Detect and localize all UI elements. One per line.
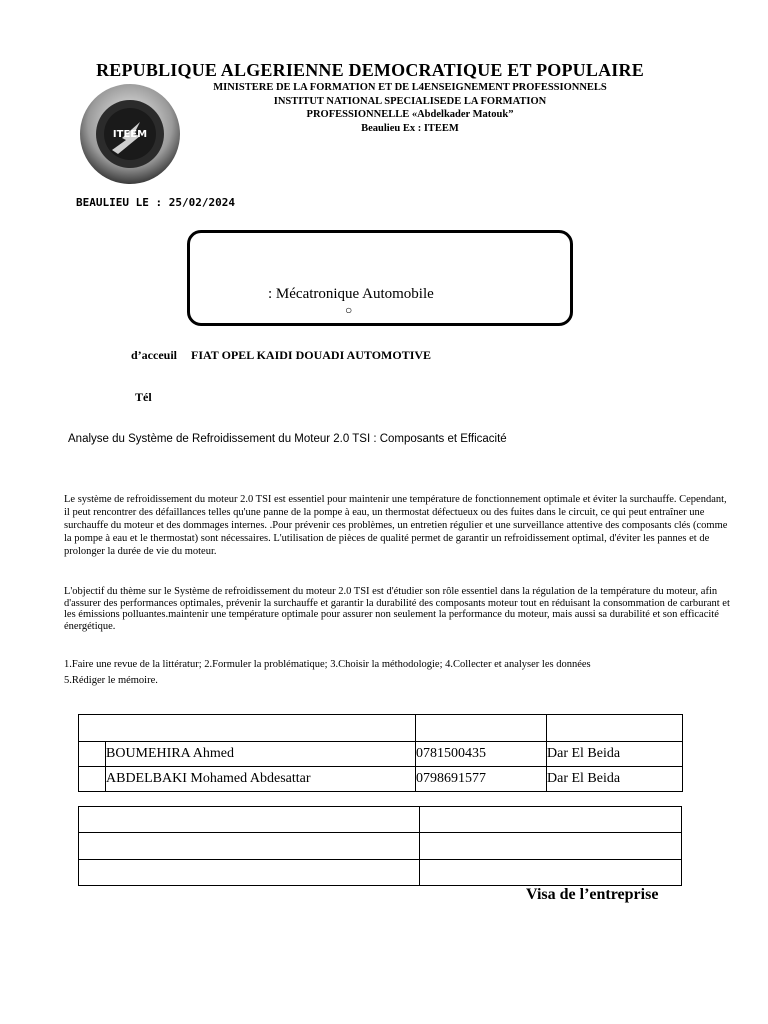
- company-visa-label: Visa de l’entreprise: [526, 886, 659, 903]
- table-row: [79, 767, 683, 792]
- table-cell: [416, 715, 547, 742]
- institute-line: INSTITUT NATIONAL SPECIALISEDE LA FORMATION: [273, 96, 547, 107]
- student-name: BOUMEHIRA Ahmed: [106, 742, 416, 767]
- table-row: [79, 807, 682, 833]
- theme-title: Analyse du Système de Refroidissement du Moteur 2.0 TSI : Composants et Efficacité: [68, 433, 507, 445]
- table-cell: [79, 860, 420, 886]
- student-phone: 0798691577: [416, 767, 547, 792]
- table-header-row: [79, 715, 683, 742]
- location-line: Beaulieu Ex : ITEEM: [361, 123, 459, 134]
- objective-paragraph: L'objectif du thème sur le Système de refroidissement du moteur 2.0 TSI est d'étudier son rôle essentiel dans la régulation de la température du moteur, afin d'assurer des performances optimales, prévenir la surchauffe et garantir la durabilité des composants moteur tout en réduisant la consommation de carburant et les émissions polluantes.maintenir une température optimale pour assurer non seulement la performance du moteur, mais aussi sa durabilité et son efficacité énergétique.: [64, 586, 730, 632]
- steps-line-2: 5.Rédiger le mémoire.: [64, 675, 158, 686]
- table-cell: [79, 833, 420, 860]
- specialty-box: [187, 230, 573, 326]
- student-phone: 0781500435: [416, 742, 547, 767]
- host-label: d’acceuil: [131, 348, 177, 362]
- table-cell: [420, 807, 682, 833]
- table-cell: [79, 715, 416, 742]
- table-cell: [420, 833, 682, 860]
- table-row: [79, 860, 682, 886]
- table-cell: [79, 742, 106, 767]
- table-cell: [79, 807, 420, 833]
- table-cell: [79, 767, 106, 792]
- specialty-text: : Mécatronique Automobile: [268, 286, 434, 302]
- students-table: [78, 714, 683, 792]
- student-city: Dar El Beida: [547, 767, 683, 792]
- problem-paragraph: Le système de refroidissement du moteur 2.0 TSI est essentiel pour maintenir une température de fonctionnement optimale et éviter la surchauffe. Cependant, il peut rencontrer des défaillances telles qu'une panne de la pompe à eau, un thermostat défectueux ou des fuites dans le circuit, ce qui peut entraîner une surchauffe du moteur et des dommages internes. .Pour prévenir ces problèmes, un entretien régulier et une surveillance attentive des composants clés (comme la pompe à eau et le thermostat) sont nécessaires. L'utilisation de pièces de qualité permet de garantir un refroidissement optimal, d'éviter les pannes et de prolonger la durée de vie du moteur.: [64, 494, 728, 557]
- student-city: Dar El Beida: [547, 742, 683, 767]
- republic-title: REPUBLIQUE ALGERIENNE DEMOCRATIQUE ET POPULAIRE: [96, 60, 644, 80]
- host-company: FIAT OPEL KAIDI DOUADI AUTOMOTIVE: [191, 348, 432, 362]
- specialty-bullet: ○: [345, 303, 353, 317]
- table-cell: [547, 715, 683, 742]
- steps-line-1: 1.Faire une revue de la littératur; 2.Formuler la problématique; 3.Choisir la méthodologie; 4.Collecter et analyser les données: [64, 659, 591, 670]
- tel-label: Tél: [135, 390, 152, 404]
- student-name: ABDELBAKI Mohamed Abdesattar: [106, 767, 416, 792]
- iteem-logo-icon: [78, 82, 182, 186]
- table-row: [79, 742, 683, 767]
- logo-text: ITEEM: [112, 129, 148, 140]
- ministry-line: MINISTERE DE LA FORMATION ET DE L4ENSEIGNEMENT PROFESSIONNELS: [213, 82, 607, 93]
- table-cell: [420, 860, 682, 886]
- institute-name-line: PROFESSIONNELLE «Abdelkader Matouk”: [306, 109, 514, 120]
- date-line: BEAULIEU LE : 25/02/2024: [76, 196, 235, 209]
- supervisor-table: [78, 806, 682, 886]
- table-row: [79, 833, 682, 860]
